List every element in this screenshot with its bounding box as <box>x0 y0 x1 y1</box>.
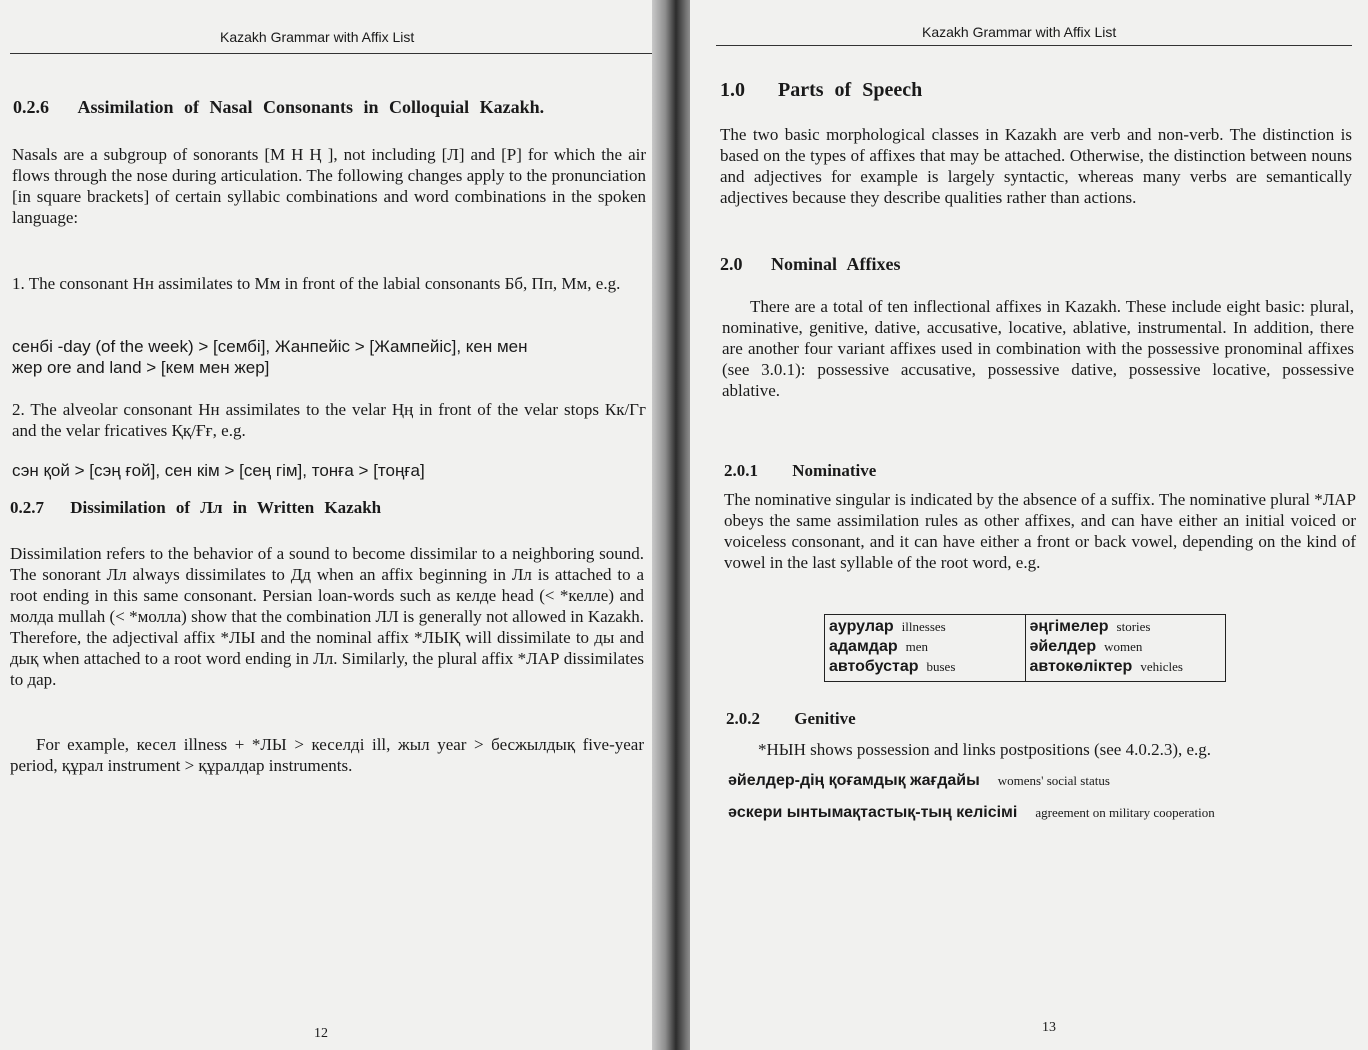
running-head: Kazakh Grammar with Affix List <box>922 24 1117 40</box>
running-head: Kazakh Grammar with Affix List <box>220 29 415 45</box>
paragraph-dissimilation: Dissimilation refers to the behavior of a sound to become dissimilar to a neighboring sound. The sonorant Лл always dissimilates to Дд when an affix beginning in Лл is attached to a root ending in this same consonant. Persian loan-words such as келде head (< *келле) and молда mullah (< *молла) show that the combination ЛЛ is generally not allowed in Kazakh. Therefore, the adjectival affix *ЛЫ and the nominal affix *ЛЫҚ will dissimilate to ды and дық when attached to a root word ending in Лл. Similarly, the plural affix *ЛАР dissimilates to дар. <box>10 544 644 689</box>
genitive-example-2 <box>728 804 1215 822</box>
nominative-plural-examples-box <box>824 614 1226 682</box>
examples-column-left <box>825 615 1025 681</box>
example-line-3: сэн қой > [сэң ғой], сен кім > [сең гім], тонға > [тоңға] <box>12 461 425 480</box>
header-rule <box>10 53 652 54</box>
paragraph-nominative: The nominative singular is indicated by the absence of a suffix. The nominative plural *ЛАР obeys the same assimilation rules as other affixes, and can have either an initial voiced or voiceless consonant, and it can have either a front or back vowel, depending on the kind of vowel in the last syllable of the root word, e.g. <box>724 490 1356 572</box>
example-word: әскери ынтымақтастық-тың келісімі <box>728 804 1018 821</box>
section-title: Parts of Speech <box>778 79 923 101</box>
section-number: 0.2.6 <box>13 97 49 117</box>
example-row <box>1030 617 1222 637</box>
example-gloss: womens' social status <box>997 773 1110 788</box>
paragraph-nasals-intro: Nasals are a subgroup of sonorants [М Н Ң ], not including [Л] and [Р] for which the air flows through the nose during articulation. The following changes apply to the pronunciation [in square brackets] of certain syllabic combinations and word combinations in the spoken language: <box>12 145 646 227</box>
example-gloss: men <box>905 639 929 654</box>
example-word: автобустар <box>829 658 919 675</box>
example-line-2: жер ore and land > [кем мен жер] <box>12 358 270 377</box>
example-gloss: vehicles <box>1140 659 1183 674</box>
section-title: Dissimilation of Лл in Written Kazakh <box>70 498 382 517</box>
example-gloss: agreement on military cooperation <box>1035 805 1215 820</box>
section-number: 2.0.2 <box>726 709 760 728</box>
paragraph-parts-of-speech: The two basic morphological classes in Kazakh are verb and non-verb. The distinction is based on the types of affixes that may be attached. Otherwise, the distinction between nouns and adjectives for example is largely syntactic, whereas many verbs are semantically adjectives because they describe qualities rather than actions. <box>720 125 1352 207</box>
section-heading-2-0-2 <box>726 709 856 729</box>
example-row <box>1030 657 1222 677</box>
example-word: аурулар <box>829 618 894 635</box>
example-row <box>829 657 1021 677</box>
right-page <box>690 0 1368 1050</box>
section-heading-0-2-6 <box>13 97 544 118</box>
example-row <box>829 637 1021 657</box>
section-title: Nominative <box>792 461 877 480</box>
paragraph-dissimilation-examples: For example, кесел illness + *ЛЫ > кеселді ill, жыл year > бесжылдық five-year period, құрал instrument > құралдар instruments. <box>10 735 644 775</box>
example-word: автокөліктер <box>1029 658 1133 675</box>
example-gloss: women <box>1104 639 1143 654</box>
section-number: 0.2.7 <box>10 498 44 517</box>
section-heading-0-2-7 <box>10 498 381 518</box>
genitive-example-1 <box>728 772 1110 790</box>
example-gloss: buses <box>926 659 956 674</box>
example-gloss: stories <box>1116 619 1151 634</box>
paragraph-genitive: *НЫН shows possession and links postpositions (see 4.0.2.3), e.g. <box>758 740 1212 759</box>
example-row <box>829 617 1021 637</box>
example-word: әйелдер-дің қоғамдық жағдайы <box>728 772 980 789</box>
section-heading-1-0 <box>720 79 922 102</box>
example-word: әңгімелер <box>1029 618 1109 635</box>
rule-2: 2. The alveolar consonant Нн assimilates to the velar Ңң in front of the velar stops Кк/Гг and the velar fricatives Ққ/Ғғ, e.g. <box>12 400 646 440</box>
example-gloss: illnesses <box>901 619 946 634</box>
example-word: әйелдер <box>1029 638 1097 655</box>
paragraph-nominal-affixes: There are a total of ten inflectional affixes in Kazakh. These include eight basic: plural, nominative, genitive, dative, accusative, locative, ablative, instrumental. In addition, there are another four variant affixes used in combination with the possessive pronominal affixes (see 3.0.1): possessive accusative, possessive dative, possessive locative, possessive ablative. <box>722 297 1354 400</box>
section-heading-2-0 <box>720 254 901 275</box>
page-number: 12 <box>314 1026 328 1041</box>
section-title: Nominal Affixes <box>771 254 901 274</box>
section-number: 1.0 <box>720 79 745 101</box>
example-word: адамдар <box>829 638 898 655</box>
section-number: 2.0.1 <box>724 461 758 480</box>
page-number: 13 <box>1042 1020 1056 1035</box>
header-rule <box>716 45 1352 46</box>
example-line-1: сенбі -day (of the week) > [сембі], Жанпейіс > [Жампейіс], кен мен <box>12 337 528 356</box>
example-row <box>1030 637 1222 657</box>
section-number: 2.0 <box>720 254 743 274</box>
examples-column-right <box>1025 615 1226 681</box>
rule-1: 1. The consonant Нн assimilates to Мм in front of the labial consonants Бб, Пп, Мм, e.g. <box>12 274 621 293</box>
left-page <box>0 0 662 1050</box>
section-title: Assimilation of Nasal Consonants in Colloquial Kazakh. <box>77 97 545 117</box>
section-heading-2-0-1 <box>724 461 876 481</box>
section-title: Genitive <box>794 709 856 728</box>
